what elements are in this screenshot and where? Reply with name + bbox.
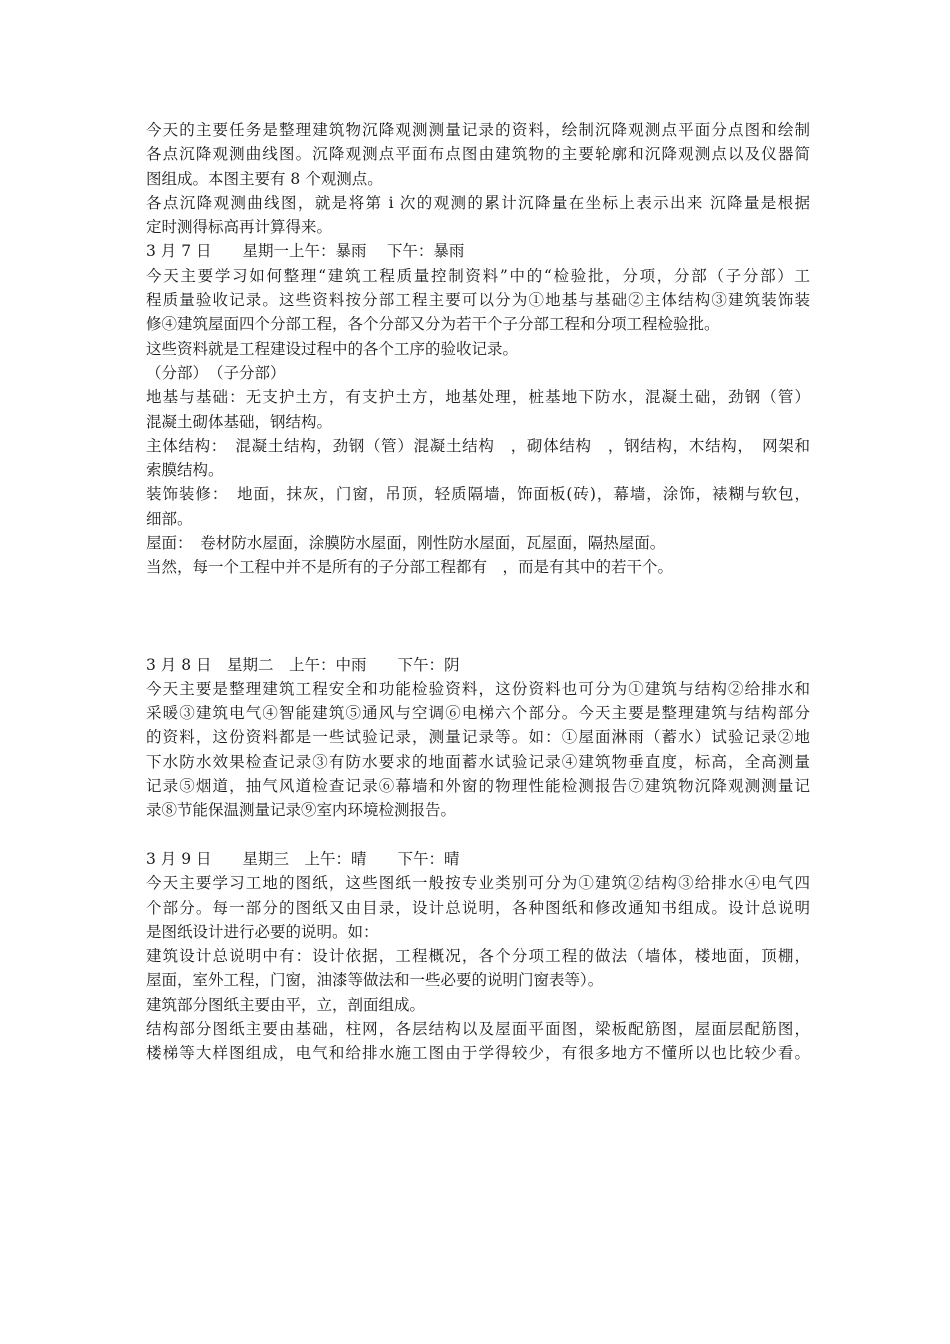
paragraph-line: 今天主要学习工地的图纸，这些图纸一般按专业类别可分为①建筑②结构③给排水④电气四 bbox=[146, 874, 810, 893]
section-march-7 bbox=[146, 239, 810, 579]
paragraph-line: 各点沉降观测曲线图。沉降观测点平面布点图由建筑物的主要轮廓和沉降观测点以及仪器简 bbox=[146, 145, 810, 164]
paragraph-line: 各点沉降观测曲线图，就是将第 i 次的观测的累计沉降量在坐标上表示出来 沉降量是根据 bbox=[146, 193, 810, 212]
paragraph-line: （分部） （子分部） bbox=[146, 363, 286, 382]
paragraph-line: 混凝土砌体基础，钢结构。 bbox=[146, 412, 333, 431]
paragraph-line: 装饰装修： 地面，抹灰，门窗，吊顶，轻质隔墙，饰面板(砖)，幕墙，涂饰，裱糊与软包， bbox=[146, 485, 810, 504]
section-settlement-records bbox=[146, 118, 810, 239]
paragraph-line: 今天的主要任务是整理建筑物沉降观测测量记录的资料，绘制沉降观测点平面分点图和绘制 bbox=[146, 121, 810, 139]
section-march-9 bbox=[146, 847, 810, 1066]
paragraph-line: 记录⑤烟道，抽气风道检查记录⑥幕墙和外窗的物理性能检测报告⑦建筑物沉降观测测量记 bbox=[146, 777, 810, 796]
paragraph-line: 屋面： 卷材防水屋面，涂膜防水屋面，刚性防水屋面，瓦屋面，隔热屋面。 bbox=[146, 534, 666, 553]
paragraph-line: 是图纸设计进行必要的说明。如： bbox=[146, 922, 379, 941]
date-header: 3 月 8 日 星期二 上午：中雨 下午：阴 bbox=[146, 655, 460, 674]
blank-line bbox=[146, 823, 810, 847]
paragraph-line: 定时测得标高再计算得来。 bbox=[146, 218, 333, 237]
paragraph-line: 建筑设计总说明中有：设计依据，工程概况，各个分项工程的做法（墙体，楼地面，顶棚， bbox=[146, 947, 810, 966]
paragraph-line: 结构部分图纸主要由基础，柱网，各层结构以及屋面平面图，梁板配筋图，屋面层配筋图， bbox=[146, 1019, 810, 1038]
paragraph-line: 屋面，室外工程，门窗，油漆等做法和一些必要的说明门窗表等）。 bbox=[146, 971, 604, 990]
blank-line bbox=[146, 604, 810, 628]
paragraph-line: 地基与基础：无支护土方，有支护土方，地基处理，桩基地下防水，混凝土础，劲钢（管） bbox=[146, 388, 810, 407]
paragraph-line: 程质量验收记录。这些资料按分部工程主要可以分为①地基与基础②主体结构③建筑装饰装 bbox=[146, 291, 810, 310]
paragraph-line: 录⑧节能保温测量记录⑨室内环境检测报告。 bbox=[146, 801, 457, 820]
document-page bbox=[146, 118, 810, 1066]
paragraph-line: 采暖③建筑电气④智能建筑⑤通风与空调⑥电梯六个部分。今天主要是整理建筑与结构部分 bbox=[146, 704, 810, 723]
paragraph-line: 修④建筑屋面四个分部工程，各个分部又分为若干个子分部工程和分项工程检验批。 bbox=[146, 315, 720, 334]
paragraph-line: 今天主要是整理建筑工程安全和功能检验资料，这份资料也可分为①建筑与结构②给排水和 bbox=[146, 679, 810, 698]
date-header: 3 月 7 日 星期一上午：暴雨 下午：暴雨 bbox=[146, 242, 465, 261]
paragraph-line: 今天主要学习如何整理“建筑工程质量控制资料”中的“检验批，分项，分部（子分部）工 bbox=[146, 266, 810, 285]
paragraph-line: 这些资料就是工程建设过程中的各个工序的验收记录。 bbox=[146, 339, 519, 358]
paragraph-line: 楼梯等大样图组成，电气和给排水施工图由于学得较少，有很多地方不懂所以也比较少看。 bbox=[146, 1044, 810, 1063]
paragraph-line: 个部分。每一部分的图纸又由目录，设计总说明，各种图纸和修改通知书组成。设计总说明 bbox=[146, 898, 810, 917]
paragraph-line: 图组成。本图主要有 8 个观测点。 bbox=[146, 169, 383, 188]
blank-line bbox=[146, 628, 810, 652]
paragraph-line: 主体结构： 混凝土结构，劲钢（管）混凝土结构 ，砌体结构 ，钢结构，木结构， 网架和 bbox=[146, 436, 810, 455]
blank-line bbox=[146, 580, 810, 604]
paragraph-line: 的资料，这份资料都是一些试验记录，测量记录等。如：①屋面淋雨（蓄水）试验记录②地 bbox=[146, 728, 810, 747]
paragraph-line: 下水防水效果检查记录③有防水要求的地面蓄水试验记录④建筑物垂直度，标高，全高测量 bbox=[146, 752, 810, 771]
paragraph-line: 建筑部分图纸主要由平，立，剖面组成。 bbox=[146, 995, 426, 1014]
paragraph-line: 当然，每一个工程中并不是所有的子分部工程都有 ，而是有其中的若干个。 bbox=[146, 558, 674, 577]
paragraph-line: 细部。 bbox=[146, 509, 193, 528]
section-march-8 bbox=[146, 653, 810, 823]
date-header: 3 月 9 日 星期三 上午：晴 下午：晴 bbox=[146, 849, 460, 868]
paragraph-line: 索膜结构。 bbox=[146, 461, 224, 480]
